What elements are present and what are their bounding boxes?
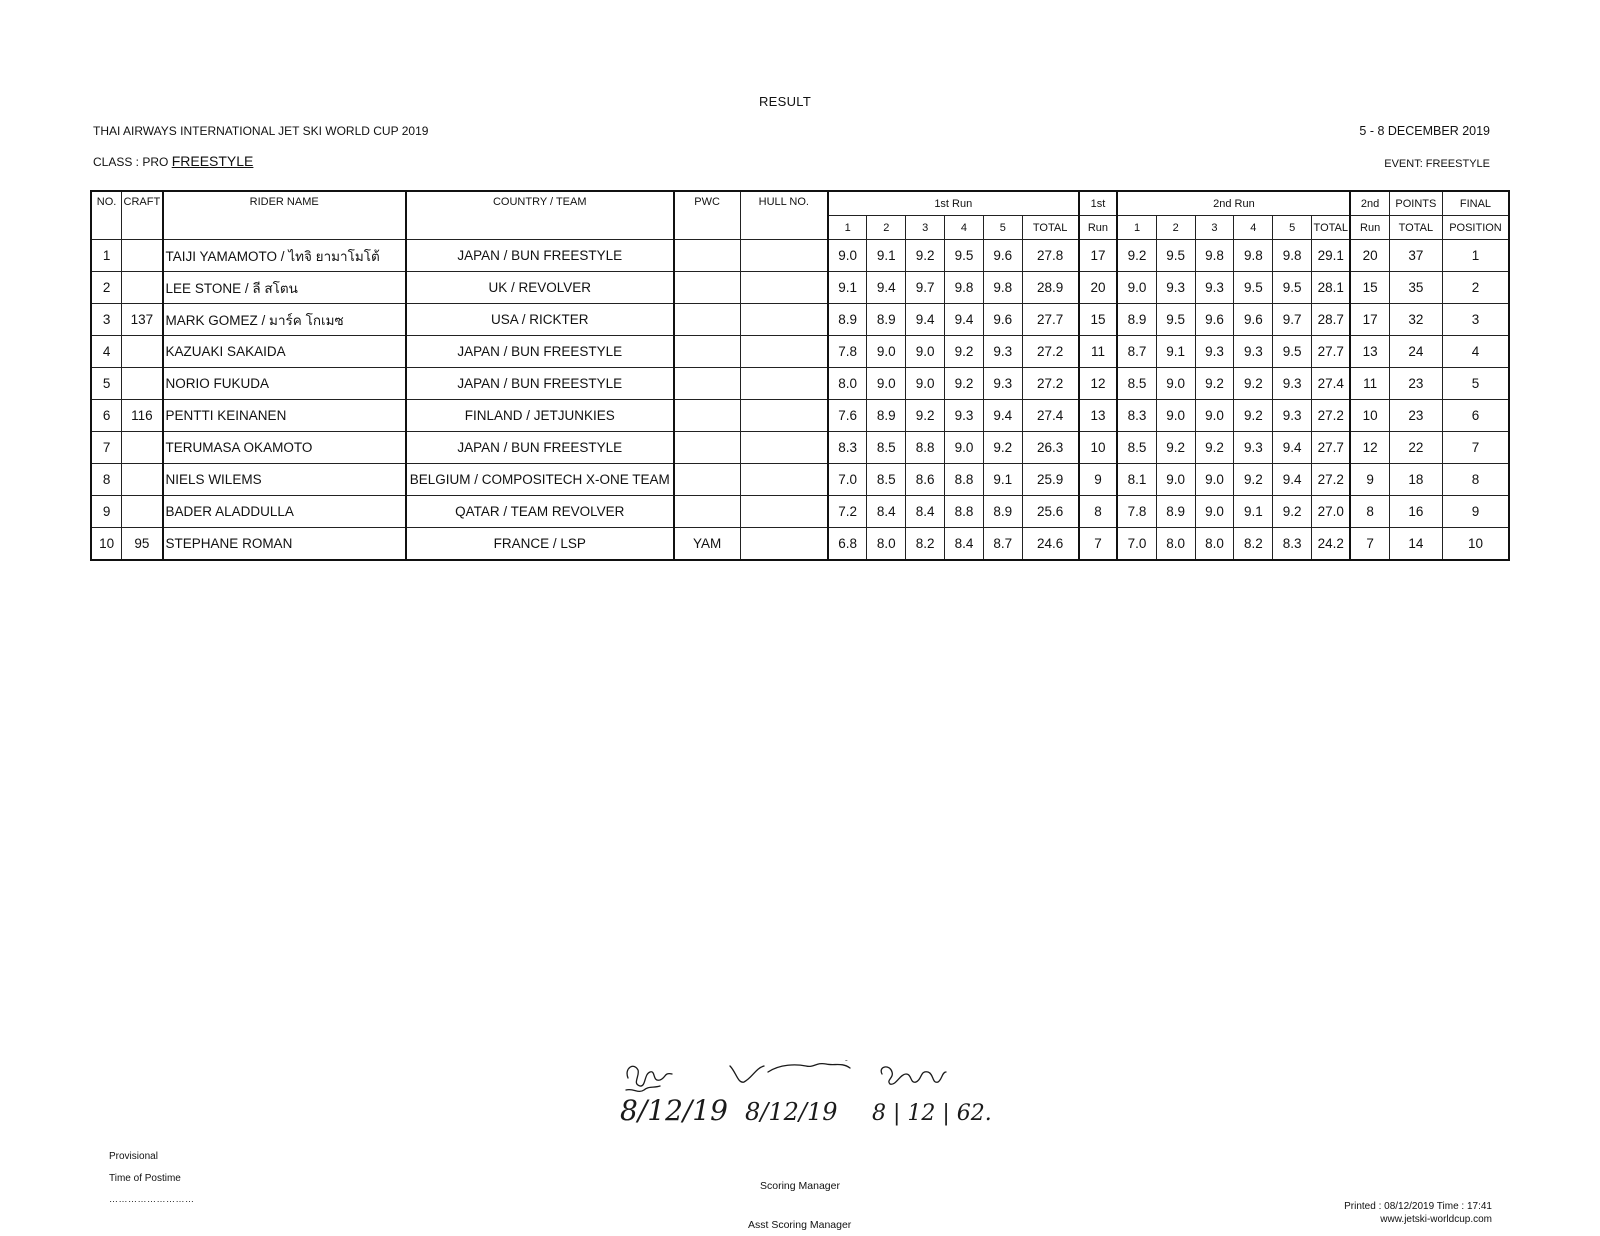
cell-run1-rank: 20 [1079,272,1118,304]
cell-rider-name: NORIO FUKUDA [163,368,406,400]
cell-run2-score: 9.3 [1195,272,1234,304]
cell-points-total: 32 [1389,304,1442,336]
cell-run2-score: 9.5 [1156,240,1195,272]
cell-rider-name: TERUMASA OKAMOTO [163,432,406,464]
cell-rider-name: STEPHANE ROMAN [163,528,406,561]
col-run2-total: TOTAL [1312,216,1351,240]
cell-run2-score: 9.3 [1156,272,1195,304]
cell-hull-no [740,432,828,464]
cell-run1-score: 8.8 [945,464,984,496]
cell-run2-rank: 13 [1350,336,1389,368]
cell-craft: 116 [122,400,163,432]
cell-country-team: USA / RICKTER [406,304,674,336]
cell-run2-score: 9.5 [1156,304,1195,336]
cell-run2-total: 27.2 [1312,464,1351,496]
cell-run1-score: 8.0 [828,368,867,400]
cell-run2-score: 9.1 [1156,336,1195,368]
cell-country-team: BELGIUM / COMPOSITECH X-ONE TEAM [406,464,674,496]
website-url: www.jetski-worldcup.com [1380,1214,1492,1225]
cell-run1-score: 8.5 [867,464,906,496]
col-final-bottom: POSITION [1442,216,1509,240]
cell-run1-score: 9.0 [945,432,984,464]
cell-hull-no [740,496,828,528]
cell-run2-score: 9.0 [1195,400,1234,432]
col-craft: CRAFT [122,191,163,240]
cell-run2-score: 9.2 [1273,496,1312,528]
cell-run1-score: 8.4 [906,496,945,528]
signatures [620,1060,1000,1155]
col-2nd-run-rank-top: 2nd [1350,191,1389,216]
cell-no: 8 [91,464,122,496]
cell-pwc [674,464,740,496]
cell-run2-rank: 11 [1350,368,1389,400]
cell-run1-score: 8.3 [828,432,867,464]
cell-country-team: JAPAN / BUN FREESTYLE [406,240,674,272]
cell-no: 1 [91,240,122,272]
cell-run1-score: 9.2 [906,400,945,432]
table-row [91,432,1509,464]
cell-final-position: 8 [1442,464,1509,496]
cell-run2-score: 9.6 [1234,304,1273,336]
event-type: EVENT: FREESTYLE [1384,158,1490,170]
cell-run2-score: 9.3 [1234,336,1273,368]
scoring-manager-label: Scoring Manager [760,1180,840,1192]
cell-points-total: 23 [1389,368,1442,400]
cell-run1-score: 8.2 [906,528,945,561]
cell-pwc [674,304,740,336]
cell-run1-rank: 17 [1079,240,1118,272]
col-rider-name: RIDER NAME [163,191,406,240]
col-final-top: FINAL [1442,191,1509,216]
cell-run2-score: 9.2 [1195,368,1234,400]
cell-run1-score: 9.2 [945,336,984,368]
cell-run1-score: 8.9 [867,400,906,432]
cell-run2-score: 9.3 [1234,432,1273,464]
cell-run1-score: 9.2 [906,240,945,272]
class-line [93,153,253,169]
table-row [91,240,1509,272]
cell-run2-score: 9.0 [1156,400,1195,432]
cell-run1-rank: 11 [1079,336,1118,368]
cell-run1-total: 27.7 [1022,304,1078,336]
signature-marks [620,1060,1000,1155]
cell-rider-name: TAIJI YAMAMOTO / ไทจิ ยามาโมโต้ [163,240,406,272]
cell-run1-score: 9.0 [867,336,906,368]
cell-no: 10 [91,528,122,561]
cell-points-total: 18 [1389,464,1442,496]
cell-craft [122,432,163,464]
cell-run1-score: 9.4 [983,400,1022,432]
results-table-body [91,240,1509,561]
cell-run1-total: 27.2 [1022,368,1078,400]
col-1st-run-rank-top: 1st [1079,191,1118,216]
event-dates: 5 - 8 DECEMBER 2019 [1359,124,1490,138]
cell-points-total: 16 [1389,496,1442,528]
signature-date-3: 8 | 12 | 62. [872,1101,992,1126]
cell-run2-score: 8.5 [1117,432,1156,464]
cell-run2-rank: 10 [1350,400,1389,432]
cell-run2-total: 27.4 [1312,368,1351,400]
cell-run1-score: 6.8 [828,528,867,561]
cell-run1-score: 9.0 [906,336,945,368]
cell-run2-score: 9.3 [1195,336,1234,368]
cell-run1-score: 9.6 [983,240,1022,272]
cell-hull-no [740,528,828,561]
cell-run1-score: 9.4 [867,272,906,304]
printed-timestamp: Printed : 08/12/2019 Time : 17:41 [1344,1201,1492,1212]
col-2nd-run: 2nd Run [1117,191,1350,216]
cell-run1-score: 7.2 [828,496,867,528]
cell-run1-score: 8.4 [867,496,906,528]
cell-final-position: 5 [1442,368,1509,400]
cell-pwc [674,400,740,432]
cell-run2-rank: 20 [1350,240,1389,272]
cell-craft [122,368,163,400]
cell-run2-total: 27.7 [1312,336,1351,368]
cell-run2-score: 9.2 [1234,368,1273,400]
cell-run2-score: 8.5 [1117,368,1156,400]
cell-rider-name: NIELS WILEMS [163,464,406,496]
cell-hull-no [740,240,828,272]
cell-country-team: JAPAN / BUN FREESTYLE [406,432,674,464]
col-2nd-run-rank-bottom: Run [1350,216,1389,240]
cell-hull-no [740,400,828,432]
event-name: THAI AIRWAYS INTERNATIONAL JET SKI WORLD CUP 2019 [93,124,429,138]
cell-run2-score: 9.5 [1234,272,1273,304]
cell-run2-score: 8.3 [1273,528,1312,561]
cell-run1-score: 8.8 [906,432,945,464]
cell-run1-total: 25.6 [1022,496,1078,528]
cell-run1-score: 9.4 [945,304,984,336]
cell-country-team: FRANCE / LSP [406,528,674,561]
cell-hull-no [740,336,828,368]
cell-run2-score: 7.0 [1117,528,1156,561]
cell-run2-score: 7.8 [1117,496,1156,528]
cell-craft [122,336,163,368]
col-run2-judge-1: 1 [1117,216,1156,240]
cell-final-position: 2 [1442,272,1509,304]
cell-points-total: 24 [1389,336,1442,368]
cell-rider-name: MARK GOMEZ / มาร์ค โกเมซ [163,304,406,336]
signature-date-2: 8/12/19 [745,1098,838,1126]
cell-run1-score: 9.1 [828,272,867,304]
cell-run2-score: 9.4 [1273,432,1312,464]
cell-rider-name: KAZUAKI SAKAIDA [163,336,406,368]
cell-run2-score: 8.2 [1234,528,1273,561]
cell-run2-score: 9.7 [1273,304,1312,336]
table-row [91,304,1509,336]
cell-run1-score: 8.5 [867,432,906,464]
cell-run2-total: 27.7 [1312,432,1351,464]
cell-pwc [674,368,740,400]
col-points-top: POINTS [1389,191,1442,216]
cell-points-total: 37 [1389,240,1442,272]
cell-pwc [674,240,740,272]
cell-country-team: QATAR / TEAM REVOLVER [406,496,674,528]
cell-country-team: JAPAN / BUN FREESTYLE [406,368,674,400]
cell-run2-score: 9.2 [1195,432,1234,464]
cell-run1-score: 9.7 [906,272,945,304]
signature-1 [626,1066,672,1091]
col-run2-judge-4: 4 [1234,216,1273,240]
cell-run1-score: 9.2 [983,432,1022,464]
cell-points-total: 23 [1389,400,1442,432]
cell-pwc [674,336,740,368]
col-points-bottom: TOTAL [1389,216,1442,240]
cell-run2-score: 9.0 [1156,464,1195,496]
table-row [91,272,1509,304]
cell-run1-score: 9.0 [867,368,906,400]
cell-final-position: 9 [1442,496,1509,528]
cell-run2-rank: 7 [1350,528,1389,561]
cell-run2-score: 9.0 [1195,464,1234,496]
cell-run1-score: 8.8 [945,496,984,528]
col-run1-judge-1: 1 [828,216,867,240]
table-row [91,464,1509,496]
cell-craft [122,464,163,496]
cell-run1-score: 8.9 [828,304,867,336]
col-run2-judge-3: 3 [1195,216,1234,240]
cell-run1-score: 7.6 [828,400,867,432]
cell-run2-score: 9.4 [1273,464,1312,496]
signature-2 [730,1060,852,1082]
cell-run2-total: 28.1 [1312,272,1351,304]
cell-run2-total: 29.1 [1312,240,1351,272]
cell-run1-score: 8.9 [983,496,1022,528]
col-run1-judge-5: 5 [983,216,1022,240]
col-country-team: COUNTRY / TEAM [406,191,674,240]
cell-run2-score: 9.8 [1234,240,1273,272]
cell-run1-score: 9.6 [983,304,1022,336]
cell-run2-score: 9.2 [1234,464,1273,496]
col-run1-judge-2: 2 [867,216,906,240]
cell-run1-rank: 10 [1079,432,1118,464]
cell-final-position: 10 [1442,528,1509,561]
cell-run1-score: 9.0 [828,240,867,272]
cell-no: 2 [91,272,122,304]
cell-run1-score: 7.0 [828,464,867,496]
col-run1-total: TOTAL [1022,216,1078,240]
cell-run1-rank: 12 [1079,368,1118,400]
cell-craft [122,272,163,304]
cell-run2-total: 28.7 [1312,304,1351,336]
cell-no: 9 [91,496,122,528]
provisional-label: Provisional [109,1151,158,1162]
signature-date-1: 8/12/19 [620,1094,728,1127]
cell-no: 7 [91,432,122,464]
cell-run1-score: 9.4 [906,304,945,336]
cell-run1-rank: 7 [1079,528,1118,561]
cell-points-total: 22 [1389,432,1442,464]
table-row [91,528,1509,561]
cell-pwc [674,272,740,304]
col-hull-no: HULL NO. [740,191,828,240]
cell-no: 4 [91,336,122,368]
cell-run1-score: 8.7 [983,528,1022,561]
col-1st-run-rank-bottom: Run [1079,216,1118,240]
cell-final-position: 6 [1442,400,1509,432]
signature-3 [881,1067,946,1084]
col-no: NO. [91,191,122,240]
postime-blank-line: ……………………… [109,1194,195,1204]
cell-run2-score: 9.0 [1156,368,1195,400]
cell-rider-name: PENTTI KEINANEN [163,400,406,432]
cell-run1-total: 28.9 [1022,272,1078,304]
results-table [90,190,1510,561]
col-run1-judge-3: 3 [906,216,945,240]
cell-run1-score: 9.5 [945,240,984,272]
results-table-header [91,191,1509,240]
cell-points-total: 35 [1389,272,1442,304]
cell-run2-rank: 8 [1350,496,1389,528]
cell-run2-score: 9.2 [1234,400,1273,432]
cell-run1-score: 9.3 [945,400,984,432]
cell-run1-total: 25.9 [1022,464,1078,496]
cell-run2-rank: 15 [1350,272,1389,304]
col-run2-judge-5: 5 [1273,216,1312,240]
cell-final-position: 7 [1442,432,1509,464]
class-value: FREESTYLE [171,153,254,169]
asst-scoring-manager-label: Asst Scoring Manager [748,1219,852,1231]
cell-run1-score: 8.6 [906,464,945,496]
cell-run2-total: 27.2 [1312,400,1351,432]
cell-run1-score: 8.9 [867,304,906,336]
cell-no: 3 [91,304,122,336]
cell-run1-score: 9.1 [983,464,1022,496]
cell-run2-score: 9.8 [1195,240,1234,272]
cell-hull-no [740,304,828,336]
cell-run1-score: 9.8 [983,272,1022,304]
cell-hull-no [740,272,828,304]
cell-run2-score: 9.6 [1195,304,1234,336]
cell-final-position: 1 [1442,240,1509,272]
cell-run1-score: 8.4 [945,528,984,561]
cell-final-position: 3 [1442,304,1509,336]
cell-craft: 137 [122,304,163,336]
cell-run1-total: 26.3 [1022,432,1078,464]
table-row [91,336,1509,368]
cell-run1-rank: 13 [1079,400,1118,432]
cell-run2-score: 9.0 [1195,496,1234,528]
cell-craft [122,240,163,272]
cell-run2-score: 9.8 [1273,240,1312,272]
cell-craft [122,496,163,528]
cell-run2-score: 9.3 [1273,368,1312,400]
cell-run1-total: 27.4 [1022,400,1078,432]
cell-country-team: FINLAND / JETJUNKIES [406,400,674,432]
cell-run1-score: 9.8 [945,272,984,304]
cell-run2-total: 24.2 [1312,528,1351,561]
col-run2-judge-2: 2 [1156,216,1195,240]
cell-rider-name: LEE STONE / ลี สโตน [163,272,406,304]
cell-run1-total: 27.2 [1022,336,1078,368]
cell-run2-total: 27.0 [1312,496,1351,528]
table-row [91,496,1509,528]
cell-run2-score: 8.0 [1156,528,1195,561]
cell-run1-rank: 15 [1079,304,1118,336]
cell-run1-total: 24.6 [1022,528,1078,561]
cell-run1-total: 27.8 [1022,240,1078,272]
cell-run1-rank: 9 [1079,464,1118,496]
cell-run1-rank: 8 [1079,496,1118,528]
cell-no: 5 [91,368,122,400]
col-pwc: PWC [674,191,740,240]
cell-run1-score: 9.1 [867,240,906,272]
cell-run2-score: 8.1 [1117,464,1156,496]
cell-run2-rank: 17 [1350,304,1389,336]
cell-run1-score: 9.0 [906,368,945,400]
col-1st-run: 1st Run [828,191,1079,216]
cell-hull-no [740,368,828,400]
cell-run1-score: 9.3 [983,336,1022,368]
time-of-postime-label: Time of Postime [109,1173,181,1184]
class-label: CLASS : PRO [93,155,169,169]
cell-run2-score: 9.0 [1117,272,1156,304]
cell-country-team: JAPAN / BUN FREESTYLE [406,336,674,368]
cell-run2-score: 9.2 [1156,432,1195,464]
result-title [0,94,1600,109]
cell-craft: 95 [122,528,163,561]
cell-no: 6 [91,400,122,432]
result-title-text: RESULT [758,94,812,109]
cell-run1-score: 9.3 [983,368,1022,400]
cell-run2-score: 8.3 [1117,400,1156,432]
cell-pwc [674,496,740,528]
cell-run2-score: 9.1 [1234,496,1273,528]
cell-hull-no [740,464,828,496]
cell-pwc: YAM [674,528,740,561]
cell-run2-score: 8.9 [1117,304,1156,336]
cell-run2-score: 9.2 [1117,240,1156,272]
cell-run2-score: 8.9 [1156,496,1195,528]
cell-run2-score: 8.7 [1117,336,1156,368]
cell-final-position: 4 [1442,336,1509,368]
cell-run2-rank: 12 [1350,432,1389,464]
cell-run1-score: 7.8 [828,336,867,368]
table-row [91,368,1509,400]
cell-run2-rank: 9 [1350,464,1389,496]
cell-run2-score: 8.0 [1195,528,1234,561]
cell-run2-score: 9.5 [1273,336,1312,368]
cell-points-total: 14 [1389,528,1442,561]
cell-run2-score: 9.5 [1273,272,1312,304]
cell-run1-score: 8.0 [867,528,906,561]
cell-run2-score: 9.3 [1273,400,1312,432]
cell-pwc [674,432,740,464]
table-row [91,400,1509,432]
header-row-top [91,191,1509,216]
cell-rider-name: BADER ALADDULLA [163,496,406,528]
cell-country-team: UK / REVOLVER [406,272,674,304]
col-run1-judge-4: 4 [945,216,984,240]
cell-run1-score: 9.2 [945,368,984,400]
